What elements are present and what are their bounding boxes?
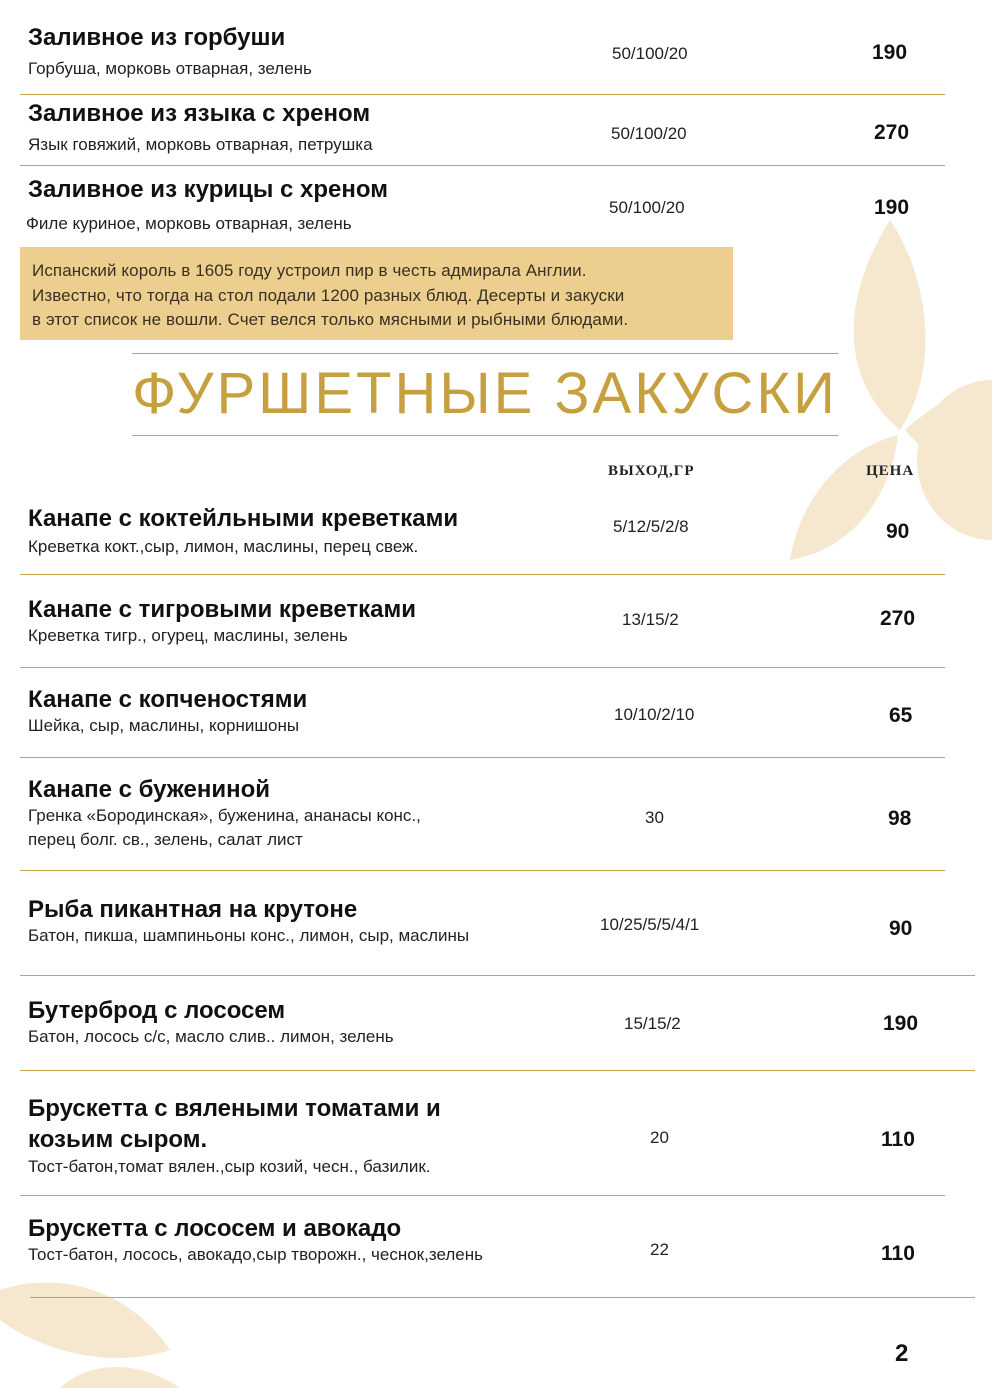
- dish-price: 65: [889, 704, 913, 727]
- dish-weight: 20: [650, 1128, 669, 1147]
- dish-price: 98: [888, 807, 912, 830]
- dish-description: Язык говяжий, морковь отварная, петрушка: [28, 135, 373, 154]
- dish-title: Бутерброд с лососем: [28, 997, 286, 1024]
- note-line: Известно, что тогда на стол подали 1200 разных блюд. Десерты и закуски: [32, 285, 625, 305]
- dish-title: Брускетта с лососем и авокадо: [28, 1215, 402, 1242]
- dish-description: Шейка, сыр, маслины, корнишоны: [28, 716, 300, 735]
- divider: [20, 667, 945, 668]
- dish-description: Филе куриное, морковь отварная, зелень: [26, 214, 352, 233]
- divider: [20, 574, 945, 575]
- divider: [20, 1195, 945, 1196]
- dish-weight: 15/15/2: [624, 1014, 681, 1033]
- dish-weight: 50/100/20: [611, 124, 687, 143]
- dish-description: Тост-батон,томат вялен.,сыр козий, чесн., базилик.: [28, 1157, 431, 1176]
- dish-description: Горбуша, морковь отварная, зелень: [28, 59, 312, 78]
- dish-description: Батон, пикша, шампиньоны конс., лимон, сыр, маслины: [28, 926, 470, 945]
- dish-price: 110: [881, 1242, 915, 1265]
- dish-title: Заливное из курицы с хреном: [28, 176, 388, 203]
- dish-weight: 50/100/20: [612, 44, 688, 63]
- dish-title: Брускетта с вялеными томатами и: [28, 1095, 441, 1122]
- dish-price: 190: [872, 41, 908, 64]
- dish-title-line2: козьим сыром.: [28, 1126, 208, 1153]
- dish-description: Тост-батон, лосось, авокадо,сыр творожн., чеснок,зелень: [28, 1245, 483, 1264]
- dish-title: Канапе с коктейльными креветками: [28, 505, 459, 532]
- dish-title: Канапе с бужениной: [28, 776, 271, 803]
- section-rule-top: [132, 353, 838, 354]
- dish-title: Канапе с копченостями: [28, 686, 308, 713]
- dish-price: 190: [874, 196, 910, 219]
- divider: [20, 975, 975, 976]
- dish-price: 270: [874, 121, 910, 144]
- column-header-price: ЦЕНА: [866, 463, 915, 479]
- dish-price: 90: [889, 917, 913, 940]
- section-rule-bottom: [132, 435, 838, 436]
- divider: [20, 165, 945, 166]
- dish-title: Рыба пикантная на крутоне: [28, 896, 358, 923]
- dish-price: 270: [880, 607, 916, 630]
- dish-description: Гренка «Бородинская», буженина, ананасы конс.,: [28, 806, 421, 825]
- dish-title: Заливное из языка с хреном: [28, 100, 371, 127]
- divider: [30, 1297, 975, 1298]
- note-line: Испанский король в 1605 году устроил пир в честь адмирала Англии.: [32, 261, 587, 280]
- dish-title: Заливное из горбуши: [28, 24, 286, 51]
- dish-price: 110: [881, 1128, 915, 1151]
- dish-weight: 30: [645, 808, 664, 827]
- section-title: ФУРШЕТНЫЕ ЗАКУСКИ: [132, 361, 838, 426]
- dish-weight: 10/10/2/10: [614, 705, 695, 724]
- dish-price: 190: [883, 1012, 919, 1035]
- divider: [20, 1070, 975, 1071]
- dish-description-line2: перец болг. св., зелень, салат лист: [28, 830, 303, 849]
- dish-weight: 50/100/20: [609, 198, 685, 217]
- divider: [20, 757, 945, 758]
- dish-weight: 13/15/2: [622, 610, 679, 629]
- dish-description: Креветка кокт.,сыр, лимон, маслины, перец свеж.: [28, 537, 419, 556]
- dish-description: Креветка тигр., огурец, маслины, зелень: [28, 626, 348, 645]
- dish-weight: 22: [650, 1240, 669, 1259]
- fact-note: [20, 247, 733, 340]
- column-header-weight: ВЫХОД,ГР: [608, 463, 695, 479]
- dish-price: 90: [886, 520, 910, 543]
- page-number: 2: [895, 1340, 909, 1367]
- divider: [20, 870, 945, 871]
- dish-title: Канапе с тигровыми креветками: [28, 596, 417, 623]
- dish-description: Батон, лосось с/с, масло слив.. лимон, зелень: [28, 1027, 394, 1046]
- dish-weight: 10/25/5/5/4/1: [600, 915, 700, 934]
- note-line: в этот список не вошли. Счет велся только мясными и рыбными блюдами.: [32, 310, 629, 329]
- divider: [20, 94, 945, 95]
- dish-weight: 5/12/5/2/8: [613, 517, 689, 536]
